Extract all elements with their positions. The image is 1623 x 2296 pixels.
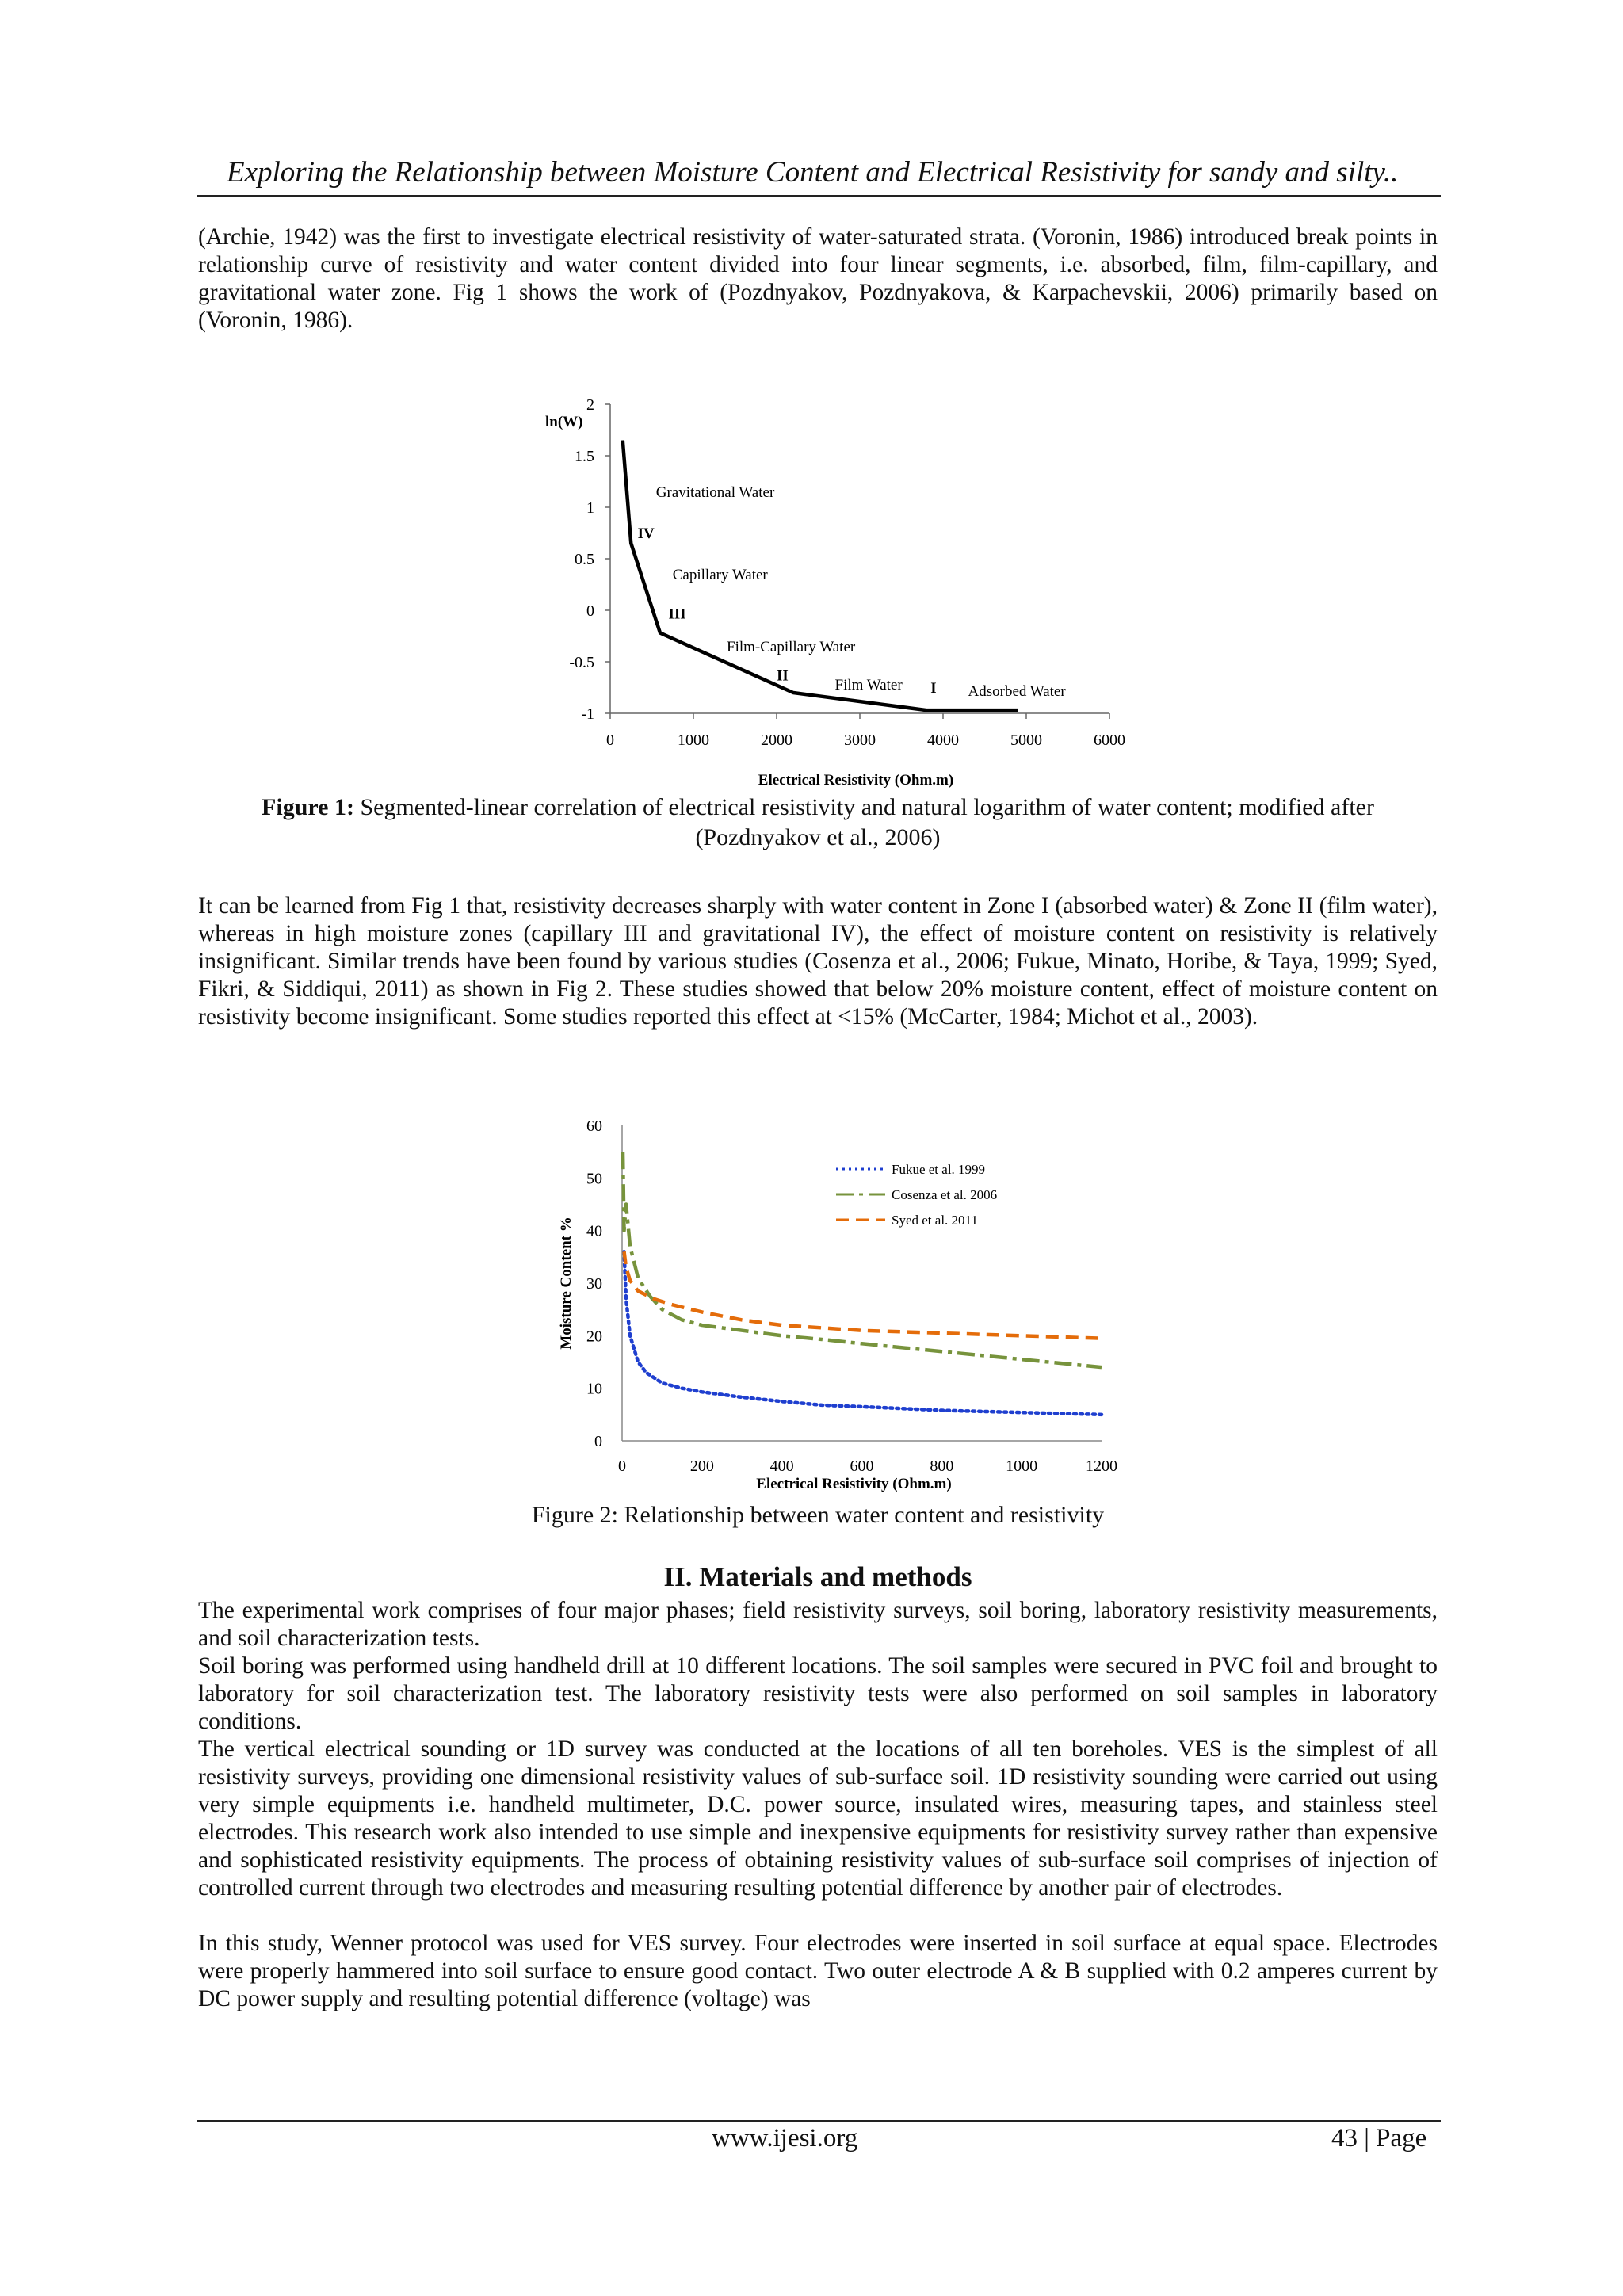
x-tick-label: 1200: [1086, 1457, 1117, 1475]
x-tick-label: 200: [689, 1457, 714, 1475]
x-tick-label: 2000: [761, 732, 792, 749]
y-tick-label: 0: [586, 602, 594, 620]
paragraph-intro: (Archie, 1942) was the first to investigate electrical resistivity of water-saturated strata. (Voronin, 1986) introduced break points in relationship curve of resistivity and water content divided into four linear segments, i.e. absorbed, film, film-capillary, and gravitational water zone. Fig 1 shows the work of (Pozdnyakov, Pozdnyakova, & Karpachevskii, 2006) primarily based on (Voronin, 1986).: [198, 224, 1438, 333]
zone-label: Gravitational Water: [655, 484, 775, 501]
figure-1-caption-text: Segmented-linear correlation of electrical resistivity and natural logarithm of water content; modified after (Pozdnyakov et al., 2006): [353, 794, 1374, 850]
zone-label: II: [777, 667, 789, 685]
footer-url: www.ijesi.org: [712, 2124, 858, 2153]
zone-label: IV: [637, 525, 655, 542]
figure-1-chart: [491, 388, 1141, 804]
x-tick-label: 3000: [844, 732, 876, 749]
x-tick-label: 800: [930, 1457, 954, 1475]
y-tick-label: 2: [586, 396, 594, 414]
x-tick-label: 5000: [1010, 732, 1042, 749]
series-line: [624, 1251, 1102, 1338]
series-line: [624, 1251, 1102, 1415]
x-axis-title: Electrical Resistivity (Ohm.m): [756, 1476, 952, 1492]
zone-label: Capillary Water: [672, 567, 768, 583]
y-axis-title: ln(W): [545, 414, 583, 430]
x-tick-label: 4000: [927, 732, 959, 749]
paragraph-after-figure-1: It can be learned from Fig 1 that, resistivity decreases sharply with water content in Zone I (absorbed water) & Zone II (film water), whereas in high moisture zones (capillary III and gravitational IV), the effect of moisture content on resistivity is relatively insignificant. Similar trends have been found by various studies (Cosenza et al., 2006; Fukue, Minato, Horibe, & Taya, 1999; Syed, Fikri, & Siddiqui, 2011) as shown in Fig 2. These studies showed that below 20% moisture content, effect of moisture content on resistivity become insignificant. Some studies reported this effect at <15% (McCarter, 1984; Michot et al., 2003).: [198, 893, 1438, 1030]
section-heading: II. Materials and methods: [663, 1561, 972, 1592]
x-tick-label: 600: [850, 1457, 874, 1475]
figure-1-caption-label: Figure 1:: [262, 794, 354, 820]
zone-label: I: [930, 680, 937, 697]
paragraph-methods-2: Soil boring was performed using handheld drill at 10 different locations. The soil samples were secured in PVC foil and brought to laboratory for soil characterization test. The laboratory resistivity tests were also performed on soil samples in laboratory conditions.: [198, 1653, 1438, 1734]
x-tick-label: 1000: [1006, 1457, 1038, 1475]
legend-label: Fukue et al. 1999: [892, 1162, 986, 1177]
figure-2-chart: [547, 1110, 1149, 1502]
paragraph-methods-3: The vertical electrical sounding or 1D survey was conducted at the locations of all ten boreholes. VES is the simplest of all resistivity surveys, providing one dimensional resistivity values of sub-surface soil. 1D resistivity sounding were carried out using very simple equipments i.e. handheld multimeter, D.C. power source, insulated wires, measuring tapes, and stainless steel electrodes. This research work also intended to use simple and inexpensive equipments for resistivity survey rather than expensive and sophisticated resistivity equipments. The process of obtaining resistivity values of sub-surface soil comprises of injection of controlled current through two electrodes and measuring resulting potential difference by another pair of electrodes.: [198, 1736, 1438, 1901]
y-tick-label: 60: [586, 1117, 602, 1135]
zone-label: III: [668, 606, 686, 623]
y-tick-label: 1: [586, 499, 594, 517]
zone-label: Adsorbed Water: [968, 682, 1066, 700]
y-tick-label: -0.5: [569, 654, 594, 671]
y-tick-label: 10: [586, 1380, 602, 1398]
x-tick-label: 6000: [1094, 732, 1125, 749]
y-tick-label: 1.5: [575, 448, 594, 465]
zone-label: Film-Capillary Water: [727, 639, 856, 655]
y-tick-label: 20: [586, 1328, 602, 1346]
y-tick-label: 50: [586, 1170, 602, 1188]
footer-rule: [197, 2120, 1441, 2122]
footer-page-number: 43 | Page: [1331, 2124, 1427, 2153]
figure-1-svg: [491, 388, 1141, 800]
x-axis-title: Electrical Resistivity (Ohm.m): [758, 772, 954, 789]
x-tick-label: 0: [618, 1457, 626, 1475]
figure-2-caption: Figure 2: Relationship between water content and resistivity: [531, 1502, 1105, 1528]
running-title: Exploring the Relationship between Moisture Content and Electrical Resistivity for sandy and silty..: [227, 156, 1399, 189]
y-tick-label: -1: [581, 705, 594, 723]
y-tick-label: 0: [594, 1433, 602, 1450]
figure-2-svg: [547, 1110, 1149, 1498]
x-tick-label: 0: [606, 732, 614, 749]
zone-label: Film Water: [834, 677, 903, 694]
header-rule: [197, 195, 1441, 197]
y-tick-label: 40: [586, 1222, 602, 1240]
y-axis-title: Moisture Content %: [558, 1217, 575, 1350]
x-tick-label: 1000: [678, 732, 709, 749]
figure-1-caption: [198, 793, 1438, 853]
paragraph-methods-1: The experimental work comprises of four major phases; field resistivity surveys, soil boring, laboratory resistivity measurements, and soil characterization tests.: [198, 1598, 1438, 1651]
x-tick-label: 400: [769, 1457, 794, 1475]
paragraph-methods-4: In this study, Wenner protocol was used for VES survey. Four electrodes were inserted in soil surface at equal space. Electrodes were properly hammered into soil surface to ensure good contact. Two outer electrode A & B supplied with 0.2 amperes current by DC power supply and resulting potential difference (voltage) was: [198, 1931, 1438, 2011]
y-tick-label: 0.5: [575, 551, 594, 568]
y-tick-label: 30: [586, 1275, 602, 1293]
legend-label: Syed et al. 2011: [892, 1213, 978, 1228]
legend-label: Cosenza et al. 2006: [892, 1187, 998, 1202]
